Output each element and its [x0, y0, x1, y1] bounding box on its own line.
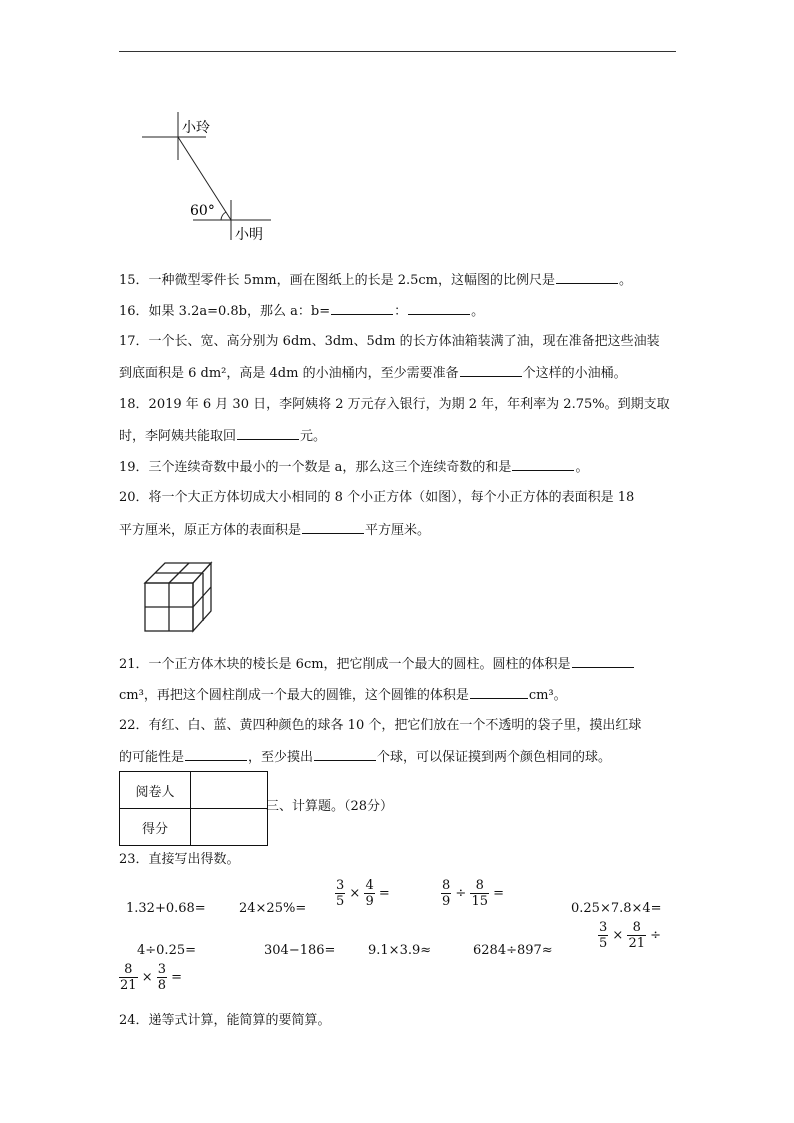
- question-24: 24．递等式计算，能简算的要简算。: [119, 1013, 331, 1028]
- fraction: $\frac{8}{15}$: [471, 878, 489, 909]
- fraction: $\frac{3}{5}$: [599, 920, 608, 951]
- question-19: 19．三个连续奇数中最小的一个数是 a，那么这三个连续奇数的和是 。: [119, 460, 589, 475]
- fraction: $\frac{8}{21}$: [628, 920, 646, 951]
- question-21-line1: 21．一个正方体木块的棱长是 6cm，把它削成一个最大的圆柱。圆柱的体积是: [119, 655, 635, 674]
- calc-item: 0.25×7.8×4=: [571, 901, 662, 916]
- question-15: 15．一种微型零件长 5mm，画在图纸上的长是 2.5cm，这幅图的比例尺是 。: [119, 273, 633, 288]
- header-rule: [119, 51, 676, 52]
- fraction: $\frac{3}{8}$: [157, 962, 167, 993]
- label-xiaoming: 小明: [235, 227, 263, 243]
- answer-blank[interactable]: [314, 748, 376, 761]
- answer-blank[interactable]: [185, 748, 247, 761]
- fraction: $\frac{8}{9}$: [442, 878, 451, 909]
- label-xiaoling: 小玲: [182, 120, 210, 136]
- question-16: 16．如果 3.2a=0.8b，那么 a：b= ： 。: [119, 304, 485, 319]
- grader-label: 阅卷人: [120, 772, 191, 809]
- calc-item: $\frac{8}{9}$ ÷ $\frac{8}{15}$ =: [442, 878, 505, 909]
- question-20-line2: 平方厘米，原正方体的表面积是 平方厘米。: [119, 523, 431, 538]
- angle-diagram: [138, 108, 278, 248]
- question-21-line2: cm³，再把这个圆柱削成一个最大的圆锥，这个圆锥的体积是 cm³。: [119, 688, 567, 703]
- cube-figure: [143, 561, 215, 635]
- score-table: [119, 771, 268, 846]
- question-18-line2: 时，李阿姨共能取回 元。: [119, 429, 327, 444]
- calc-item: 9.1×3.9≈: [368, 943, 432, 958]
- calc-item: $\frac{8}{21}$ × $\frac{3}{8}$ =: [120, 962, 183, 993]
- question-17-line2: 到底面积是 6 dm²，高是 4dm 的小油桶内，至少需要准备 个这样的小油桶。: [119, 366, 627, 381]
- calc-item: $\frac{3}{5}$ × $\frac{8}{21}$ ÷: [599, 920, 662, 951]
- fraction: $\frac{4}{9}$: [365, 878, 374, 909]
- score-cell[interactable]: [191, 809, 268, 846]
- score-label: 得分: [120, 809, 191, 846]
- calc-item: $\frac{3}{5}$ × $\frac{4}{9}$ =: [336, 878, 390, 909]
- calc-item: 24×25%=: [239, 901, 307, 916]
- section-heading: 三、计算题。（28分）: [266, 799, 394, 814]
- answer-blank[interactable]: [460, 364, 522, 377]
- calc-item: 6284÷897≈: [473, 943, 553, 958]
- calc-item: 1.32+0.68=: [126, 901, 206, 916]
- answer-blank[interactable]: [572, 655, 634, 668]
- label-angle: 60°: [190, 203, 215, 219]
- question-17-line1: 17．一个长、宽、高分别为 6dm、3dm、5dm 的长方体油箱装满了油，现在准备把这些油装: [119, 334, 660, 349]
- answer-blank[interactable]: [408, 302, 470, 315]
- answer-blank[interactable]: [237, 427, 299, 440]
- question-23: 23．直接写出得数。: [119, 852, 240, 867]
- grader-cell[interactable]: [191, 772, 268, 809]
- answer-blank[interactable]: [512, 458, 574, 471]
- question-20-line1: 20．将一个大正方体切成大小相同的 8 个小正方体（如图），每个小正方体的表面积是 18: [119, 490, 635, 505]
- answer-blank[interactable]: [331, 302, 393, 315]
- answer-blank[interactable]: [556, 271, 618, 284]
- calc-item: 4÷0.25=: [137, 943, 197, 958]
- calc-item: 304−186=: [264, 943, 336, 958]
- question-18-line1: 18．2019 年 6 月 30 日，李阿姨将 2 万元存入银行，为期 2 年，年利率为 2.75%。到期支取: [119, 397, 670, 412]
- answer-blank[interactable]: [470, 686, 528, 699]
- answer-blank[interactable]: [302, 521, 364, 534]
- fraction: $\frac{3}{5}$: [336, 878, 345, 909]
- fraction: $\frac{8}{21}$: [120, 962, 137, 993]
- question-22-line2: 的可能性是 ，至少摸出 个球，可以保证摸到两个颜色相同的球。: [119, 750, 612, 765]
- question-22-line1: 22．有红、白、蓝、黄四种颜色的球各 10 个，把它们放在一个不透明的袋子里，摸出红球: [119, 718, 642, 733]
